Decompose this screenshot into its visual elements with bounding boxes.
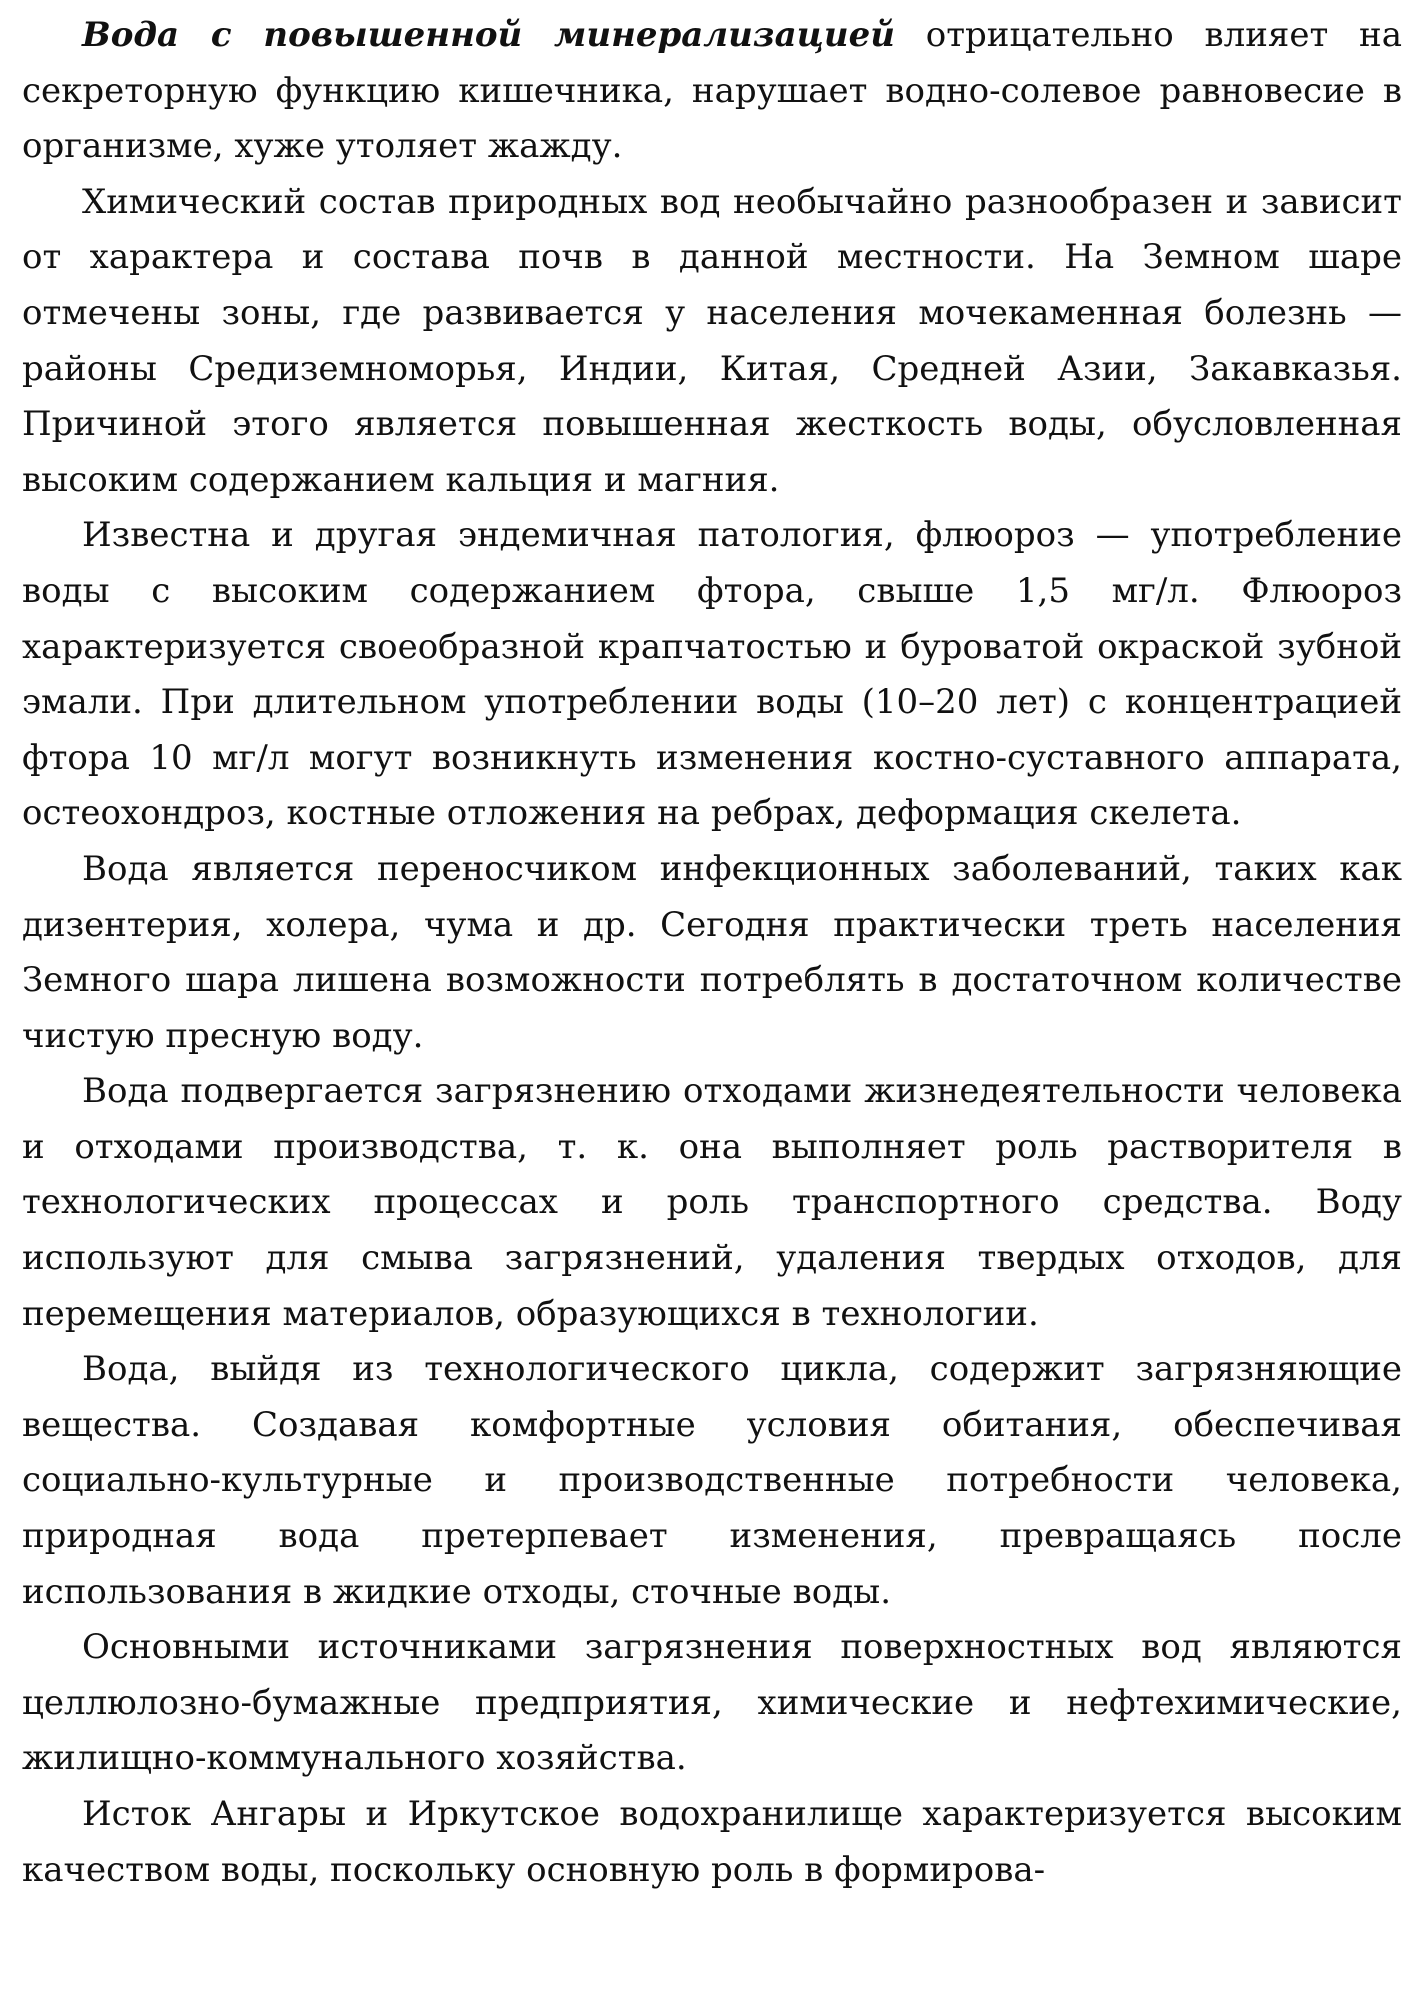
paragraph-text: отрицательно влияет на секреторную функцию кишечника, нарушает водно-солевое равновесие в организме, хуже утоляет жажду. [22,15,1402,167]
paragraph-infections: Вода является переносчиком инфекционных заболеваний, таких как дизентерия, холера, чума и др. Сегодня практически треть населения Земного шара лишена возможности потреблять в достаточном количестве чистую пресную воду. [22,848,1402,1056]
paragraph-mineralization [22,8,1402,175]
paragraph-pollution-sources: Основными источниками загрязнения поверхностных вод являются целлюлозно-бумажные предприятия, химические и нефтехимические, жилищно-коммунального хозяйства. [22,1627,1402,1779]
paragraph-fluorosis: Известна и другая эндемичная патология, флюороз — употребление воды с высоким содержанием фтора, свыше 1,5 мг/л. Флюороз характеризуется своеобразной крапчатостью и буроватой окраской зубной эмали. При длительном употреблении воды (10–20 лет) с концентрацией фтора 10 мг/л могут возникнуть изменения костно-суставного аппарата, остеохондроз, костные отложения на ребрах, деформация скелета. [22,515,1402,834]
paragraph-angara: Исток Ангары и Иркутское водохранилище характеризуется высоким качеством воды, поскольку основную роль в формирова- [22,1794,1402,1890]
paragraph-technological-cycle: Вода, выйдя из технологического цикла, содержит загрязняющие вещества. Создавая комфортные условия обитания, обеспечивая социально-культурные и производственные потребности человека, природная вода претерпевает изменения, превращаясь после использования в жидкие отходы, сточные воды. [22,1349,1402,1612]
paragraph-lead-term: Вода с повышенной минерализацией [82,15,896,55]
paragraph-chemical-composition: Химический состав природных вод необычайно разнообразен и зависит от характера и состава почв в данной местности. На Земном шаре отмечены зоны, где развивается у населения мочекаменная болезнь — районы Средиземноморья, Индии, Китая, Средней Азии, Закавказья. Причиной этого является повышенная жесткость воды, обусловленная высоким содержанием кальция и магния. [22,181,1402,500]
paragraph-pollution: Вода подвергается загрязнению отходами жизнедеятельности человека и отходами производства, т. к. она выполняет роль растворителя в технологических процессах и роль транспортного средства. Воду используют для смыва загрязнений, удаления твердых отходов, для перемещения материалов, образующихся в технологии. [22,1071,1402,1334]
document-page [22,8,1402,1898]
